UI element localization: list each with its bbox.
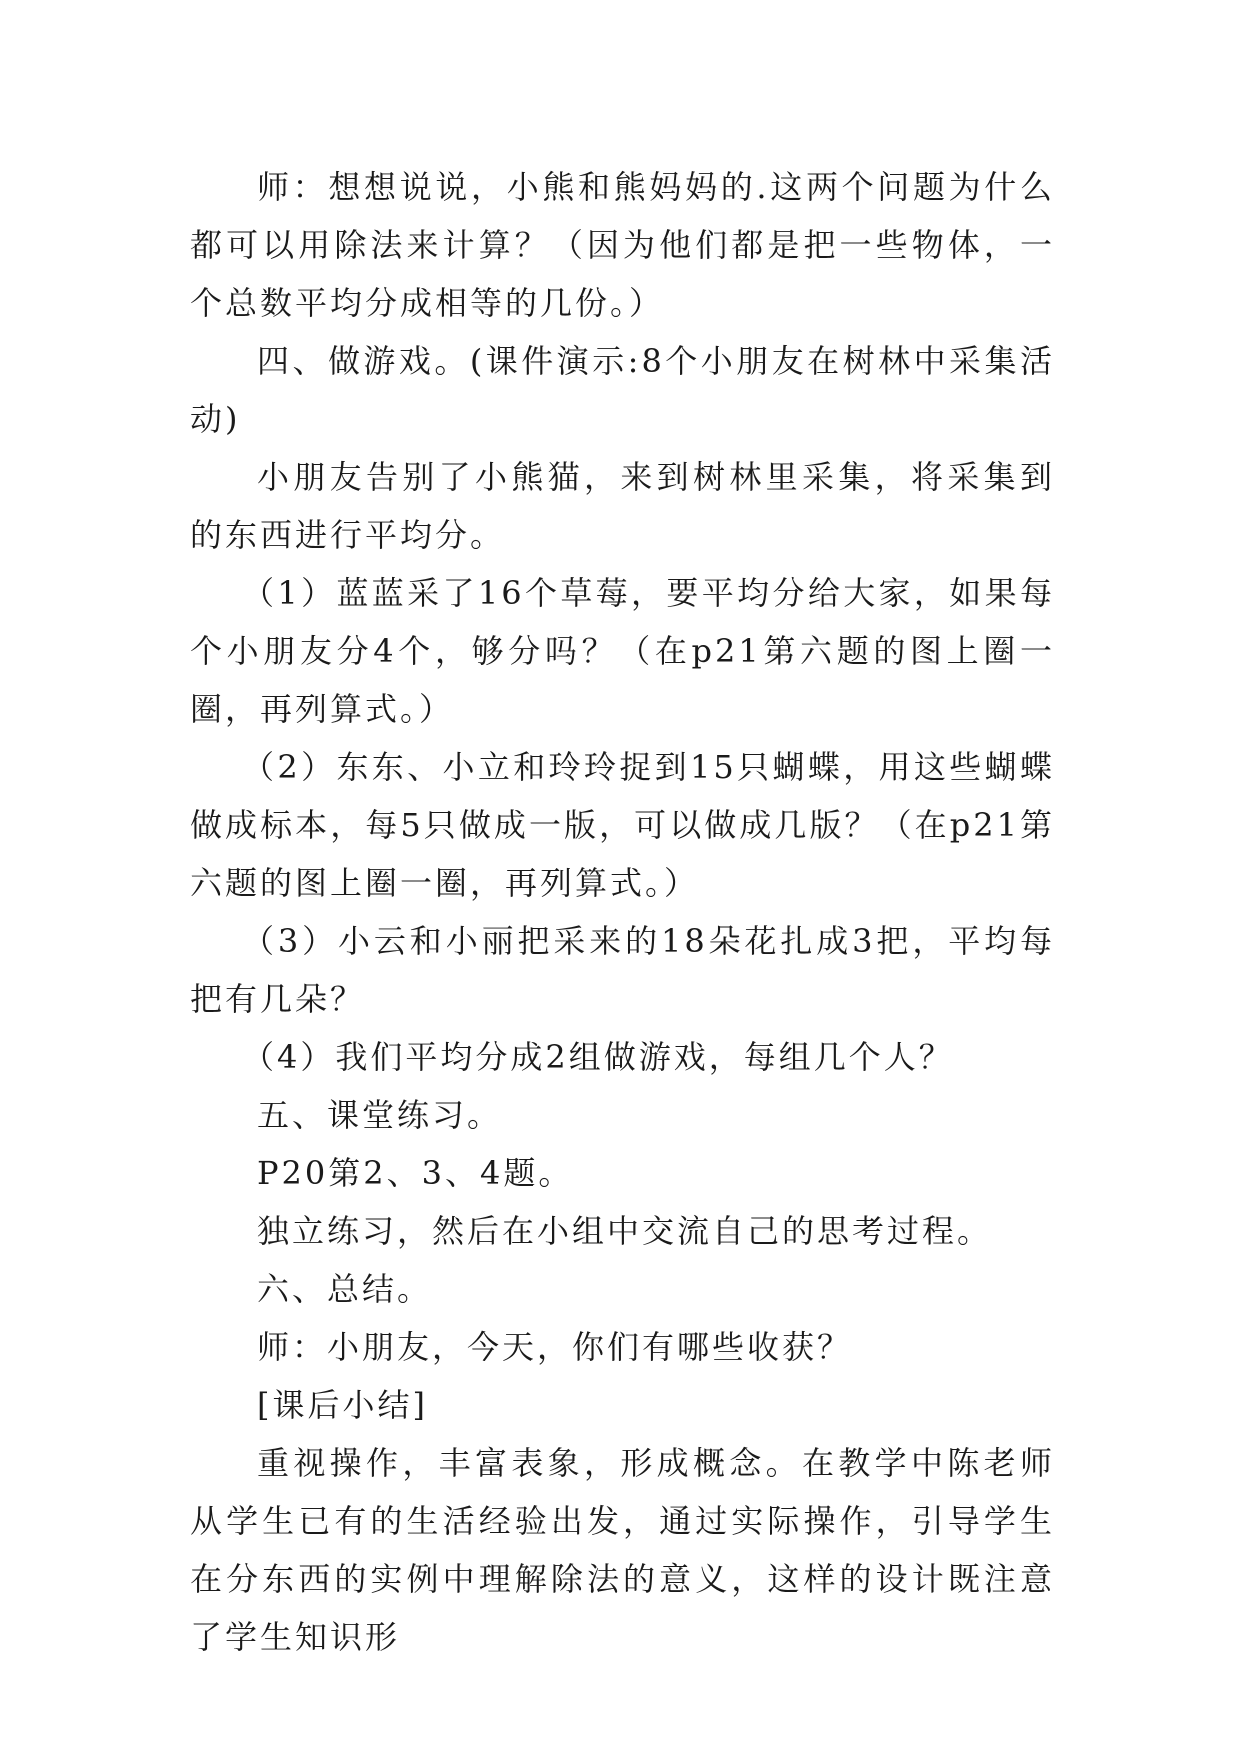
teacher-question-paragraph: 师：想想说说，小熊和熊妈妈的.这两个问题为什么都可以用除法来计算？（因为他们都是把一些物体，一个总数平均分成相等的几份。） bbox=[190, 168, 1055, 322]
section-4-heading: 四、做游戏。(课件演示:8个小朋友在树林中采集活动) bbox=[190, 342, 1055, 438]
problem-3-paragraph: （3）小云和小丽把采来的18朵花扎成3把，平均每把有几朵？ bbox=[190, 922, 1055, 1018]
reflection-body-paragraph: 重视操作，丰富表象，形成概念。在教学中陈老师从学生已有的生活经验出发，通过实际操作，引导学生在分东西的实例中理解除法的意义，这样的设计既注意了学生知识形 bbox=[190, 1444, 1055, 1656]
problem-2-paragraph: （2）东东、小立和玲玲捉到15只蝴蝶，用这些蝴蝶做成标本，每5只做成一版，可以做成几版？（在p21第六题的图上圈一圈，再列算式。） bbox=[190, 748, 1055, 902]
reflection-heading: [课后小结] bbox=[257, 1386, 428, 1424]
section-5-heading: 五、课堂练习。 bbox=[257, 1096, 503, 1134]
exercise-reference: P20第2、3、4题。 bbox=[257, 1154, 574, 1192]
exercise-instruction: 独立练习，然后在小组中交流自己的思考过程。 bbox=[257, 1212, 993, 1250]
section-6-heading: 六、总结。 bbox=[257, 1270, 433, 1308]
problem-1-paragraph: （1）蓝蓝采了16个草莓，要平均分给大家，如果每个小朋友分4个，够分吗？（在p21第六题的图上圈一圈，再列算式。） bbox=[190, 574, 1055, 728]
teacher-summary-question: 师：小朋友，今天，你们有哪些收获？ bbox=[257, 1328, 853, 1366]
document-body bbox=[190, 158, 1055, 1666]
problem-4-paragraph: （4）我们平均分成2组做游戏，每组几个人？ bbox=[242, 1038, 954, 1076]
game-intro-paragraph: 小朋友告别了小熊猫，来到树林里采集，将采集到的东西进行平均分。 bbox=[190, 458, 1055, 554]
